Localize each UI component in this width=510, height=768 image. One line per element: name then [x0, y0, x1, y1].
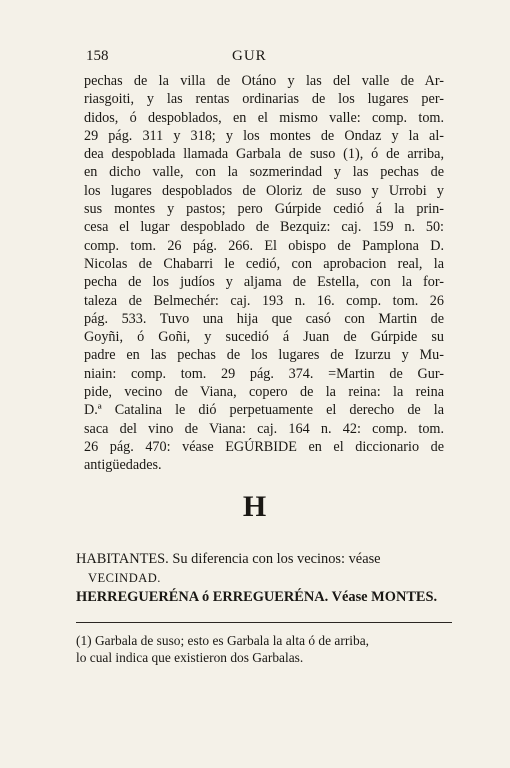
- body-line: pág. 533. Tuvo una hija que casó con Martin de: [84, 310, 444, 327]
- body-line: niain: comp. tom. 29 pág. 374. =Martin de Gur-: [84, 365, 444, 382]
- body-text: [84, 72, 444, 475]
- running-head: GUR: [232, 48, 267, 64]
- entry-herreguerena: HERREGUERÉNA ó ERREGUERÉNA. Véase MONTES.: [76, 589, 438, 605]
- body-line: cesa el lugar despoblado de Bezquiz: caj. 159 n. 50:: [84, 219, 444, 236]
- section-letter: H: [242, 490, 268, 523]
- body-line: padre en las pechas de los lugares de Izurzu y Mu-: [84, 347, 444, 364]
- body-line: Goyñi, ó Goñi, y sucedió á Juan de Gúrpide su: [84, 329, 444, 346]
- body-line: D.ª Catalina le dió perpetuamente el derecho de la: [84, 402, 444, 419]
- body-line: sus montes y pastos; pero Gúrpide cedió á la prin-: [84, 201, 444, 218]
- body-line: dea despoblada llamada Garbala de suso (1), ó de arriba,: [84, 146, 444, 163]
- entry-habitantes-cont: VECINDAD.: [88, 571, 161, 585]
- page-header: [86, 48, 440, 68]
- body-line: Nicolas de Chabarri le cedió, con aprobacion real, la: [84, 255, 444, 272]
- footnote: [76, 632, 452, 666]
- footnote-line: (1) Garbala de suso; esto es Garbala la alta ó de arriba,: [76, 633, 369, 648]
- body-line: pecha de los judíos y aljama de Estella, con la for-: [84, 274, 444, 291]
- body-line: comp. tom. 26 pág. 266. El obispo de Pamplona D.: [84, 237, 444, 254]
- body-line: riasgoiti, y las rentas ordinarias de los lugares per-: [84, 91, 444, 108]
- body-line: antigüedades.: [84, 457, 162, 474]
- footnote-line: lo cual indica que existieron dos Garbalas.: [76, 650, 304, 665]
- footnote-divider: [76, 622, 452, 623]
- page-number: 158: [86, 48, 109, 64]
- body-line: 26 pág. 470: véase EGÚRBIDE en el diccionario de: [84, 438, 444, 455]
- body-line: 29 pág. 311 y 318; y los montes de Ondaz y la al-: [84, 127, 444, 144]
- body-line: pide, vecino de Viana, copero de la reina: la reina: [84, 384, 444, 401]
- body-line: saca del vino de Viana: caj. 164 n. 42: comp. tom.: [84, 420, 444, 437]
- body-line: en dicho valle, con la sozmerindad y las pechas de: [84, 164, 444, 181]
- body-line: los lugares despoblados de Oloriz de suso y Urrobi y: [84, 182, 444, 199]
- entry-habitantes: HABITANTES. Su diferencia con los vecinos: véase: [76, 551, 381, 567]
- body-line: pechas de la villa de Otáno y las del valle de Ar-: [84, 73, 444, 89]
- body-line: didos, ó despoblados, en el mismo valle: comp. tom.: [84, 109, 444, 126]
- dictionary-entries: [76, 550, 452, 607]
- body-line: taleza de Belmechér: caj. 193 n. 16. comp. tom. 26: [84, 292, 444, 309]
